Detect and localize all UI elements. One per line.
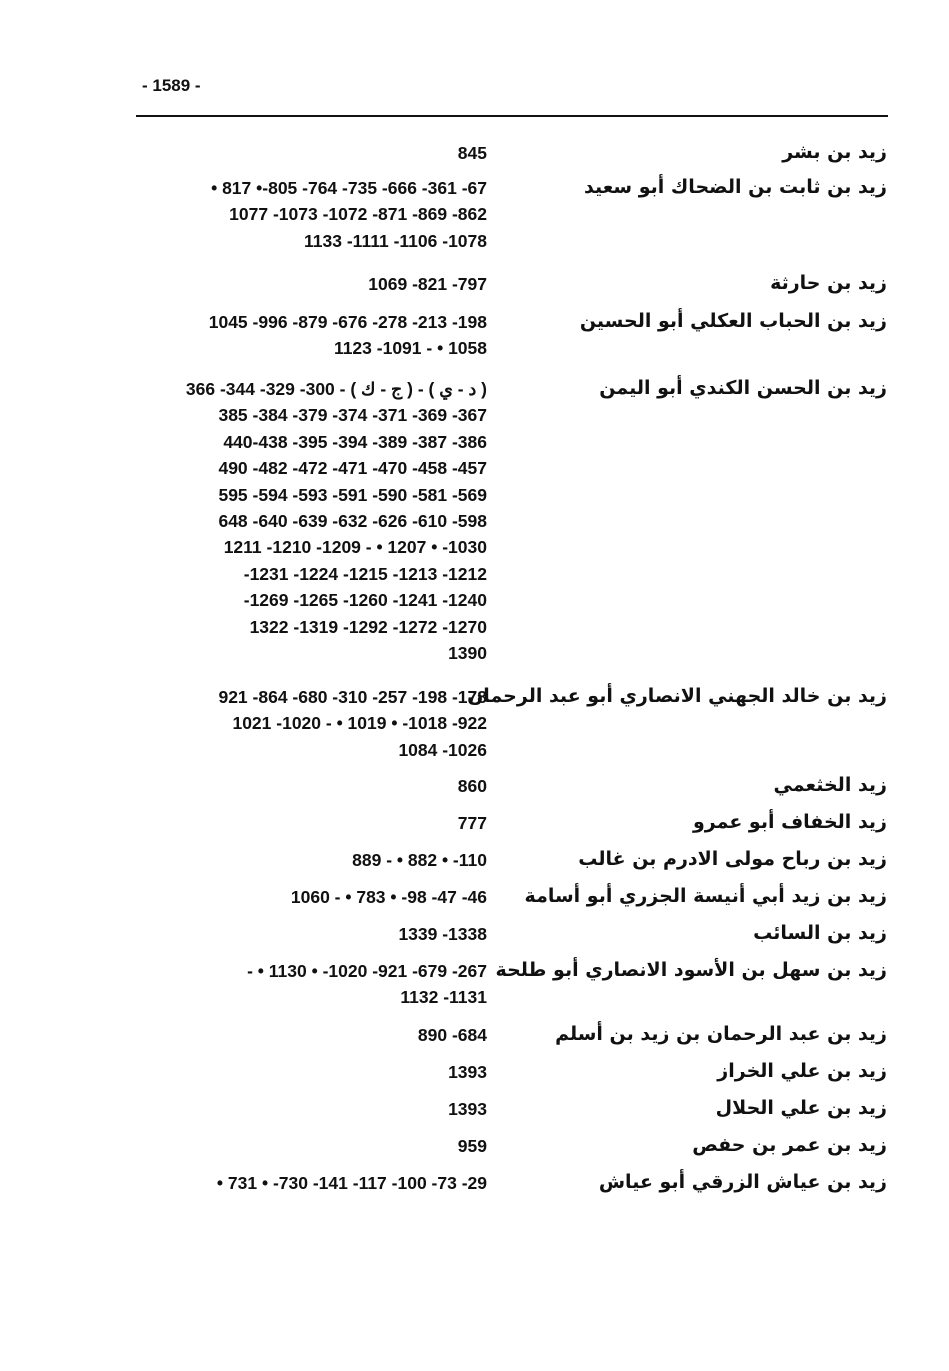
page-refs: 1133 -1111 -1106 -1078: [304, 230, 487, 251]
page-refs: 490 -482 -472 -471 -470 -458 -457: [218, 458, 487, 479]
page-refs: 648 -640 -639 -632 -626 -610 -598: [218, 511, 487, 532]
page-refs: 1060 - • 783 • -98 -47 -46: [290, 887, 487, 907]
entry-pages: [458, 773, 487, 799]
page-refs: 1132 -1131: [400, 987, 487, 1008]
entry-name: زيد بن عبد الرحمان بن زيد بن أسلم: [555, 1023, 887, 1045]
entry-pages: [448, 1059, 487, 1085]
page-refs: 1084 -1026: [398, 739, 487, 760]
page-refs: 1393: [448, 1062, 487, 1082]
entry-pages: [418, 1022, 487, 1048]
entry-pages: [186, 376, 487, 666]
page-refs: 845: [457, 143, 487, 163]
entry-name: زيد بن الحباب العكلي أبو الحسين: [579, 310, 887, 332]
page-refs: -1269 -1265 -1260 -1241 -1240: [243, 590, 487, 611]
page-refs: 890 -684: [417, 1025, 487, 1045]
page-refs: 1322 -1319 -1292 -1272 -1270: [249, 616, 487, 637]
entry-pages: [368, 271, 487, 297]
page-refs: 889 - • 882 • -110: [352, 850, 487, 870]
entry-name: زيد بن زيد أبي أنيسة الجزري أبو أسامة: [524, 885, 887, 907]
page-refs: 385 -384 -379 -374 -371 -369 -367: [218, 405, 487, 426]
page-refs: 1045 -996 -879 -676 -278 -213 -198: [208, 312, 487, 332]
page-refs: 1021 -1020 - • 1019 • -1018 -922: [232, 713, 487, 734]
entry-name: زيد بن عياش الزرقي أبو عياش: [598, 1171, 887, 1193]
page-refs: 440-438 -395 -394 -389 -387 -386: [223, 431, 487, 452]
header-rule: [136, 115, 888, 117]
entry-pages: [352, 847, 487, 873]
entry-pages: [247, 958, 487, 1011]
page-refs: 777: [457, 813, 487, 833]
page-refs: 959: [457, 1136, 487, 1156]
page-refs: 1123 -1091 - • 1058: [333, 338, 487, 359]
page-refs: 1339 -1338: [398, 924, 487, 944]
entry-name: زيد بن عمر بن حفص: [692, 1134, 887, 1156]
entry-pages: [291, 884, 487, 910]
entry-pages: [218, 684, 487, 763]
page-refs: -1231 -1224 -1215 -1213 -1212: [243, 563, 487, 584]
page-refs: 860: [457, 776, 487, 796]
entry-pages: [458, 1133, 487, 1159]
page-number: - 1589 -: [142, 76, 201, 95]
entry-pages: [458, 810, 487, 836]
page-refs: 1077 -1073 -1072 -871 -869 -862: [229, 204, 487, 225]
page-refs: - • 1130 • -1020 -921 -679 -267: [247, 961, 487, 981]
entry-pages: [398, 921, 487, 947]
entry-name: زيد الخفاف أبو عمرو: [692, 811, 887, 833]
entry-pages: [217, 1170, 487, 1196]
entry-name: زيد بن السائب: [753, 922, 887, 944]
page-refs: 595 -594 -593 -591 -590 -581 -569: [218, 484, 487, 505]
entry-name: زيد بن ثابت بن الضحاك أبو سعيد: [583, 176, 887, 198]
entry-name: زيد الخثعمي: [773, 774, 887, 796]
entry-name: زيد بن علي الحلال: [715, 1097, 887, 1119]
entry-name: زيد بن علي الخراز: [717, 1060, 887, 1082]
page-refs: 366 -344 -329 -300 - ( ج - ك ) - ( د - ي ): [185, 379, 487, 399]
entry-name: زيد بن حارثة: [770, 272, 887, 294]
entry-name: زيد بن الحسن الكندي أبو اليمن: [599, 377, 887, 399]
page-refs: 921 -864 -680 -310 -257 -198 -178: [218, 687, 487, 707]
entry-name: زيد بن رباح مولى الادرم بن غالب: [578, 848, 887, 870]
page-refs: 1390: [448, 643, 487, 664]
page-refs: 1211 -1210 -1209 - • 1207 • -1030: [223, 537, 487, 558]
page-refs: • 731 • -730 -141 -117 -100 -73 -29: [216, 1173, 487, 1193]
entry-pages: [211, 175, 487, 254]
entry-pages: [458, 140, 487, 166]
page-refs: • 817 •-805 -764 -735 -666 -361 -67: [211, 178, 487, 198]
entry-name: زيد بن بشر: [782, 141, 887, 163]
entry-pages: [209, 309, 487, 362]
page-refs: 1393: [448, 1099, 487, 1119]
entry-pages: [448, 1096, 487, 1122]
entry-name: زيد بن خالد الجهني الانصاري أبو عبد الرحمان: [467, 685, 887, 707]
page-refs: 1069 -821 -797: [368, 274, 487, 294]
entry-name: زيد بن سهل بن الأسود الانصاري أبو طلحة: [495, 959, 887, 981]
